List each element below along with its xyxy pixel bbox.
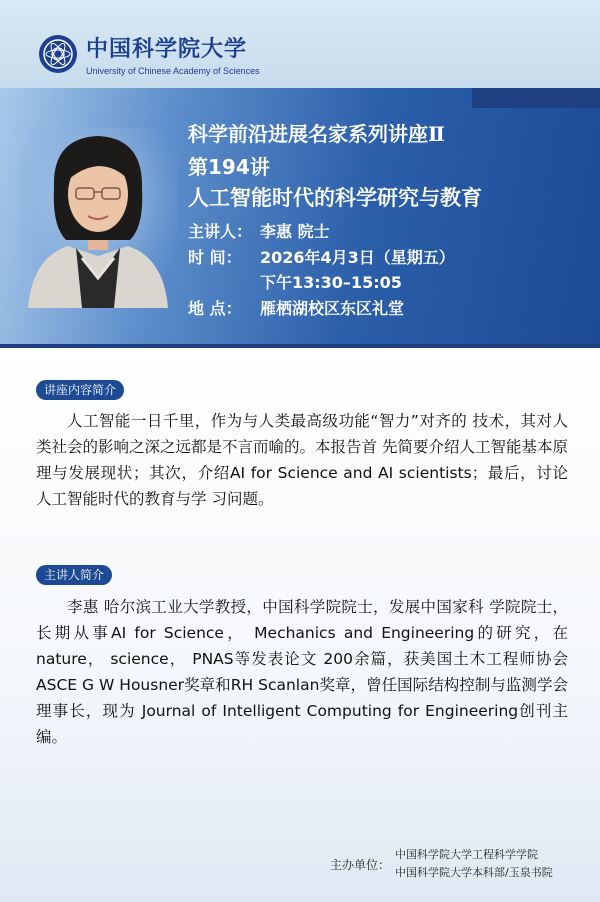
speaker-row <box>188 219 330 242</box>
bio-line: 李惠 哈尔滨工业大学教授，中国科学院院士，发展中国家科 <box>67 598 484 616</box>
bio-section-tag: 主讲人简介 <box>36 565 112 585</box>
host-org-2: 中国科学院大学本科部/玉泉书院 <box>395 866 553 879</box>
lecture-title: 人工智能时代的科学研究与教育 <box>188 186 482 210</box>
host-label: 主办单位： <box>330 858 391 872</box>
bio-paragraph <box>36 594 568 750</box>
bio-line: 200余篇，获美国土木工程师协会 ASCE G W Housner奖章和RH <box>36 650 568 694</box>
place-label: 地 点： <box>188 299 242 318</box>
place-row <box>188 296 404 319</box>
university-name-en: University of Chinese Academy of Sciences <box>86 66 260 76</box>
time-label: 时 间： <box>188 248 242 267</box>
abstract-line: 先简要介绍人工智能基本原理与发展现状；其次，介绍AI for <box>36 438 568 482</box>
abstract-section-tag: 讲座内容简介 <box>36 380 124 400</box>
lecture-number: 第194讲 <box>188 155 270 179</box>
time-row <box>188 245 455 268</box>
bio-line: Journal of Intelligent Computing for Engineering创刊主编。 <box>36 702 568 746</box>
time-hours: 下午13:30–15:05 <box>260 273 402 292</box>
abstract-line: Science and AI scientists；最后，讨论人工智能时代的教育与学 <box>36 464 568 508</box>
abstract-line: 习问题。 <box>211 490 274 508</box>
abstract-paragraph <box>36 408 568 512</box>
lecture-series-title: 科学前沿进展名家系列讲座Ⅱ <box>188 122 445 146</box>
speaker-label: 主讲人： <box>188 222 253 241</box>
abstract-line: 技术，其对人类社会的影响之深之远都是不言而喻的。本报告首 <box>36 412 568 456</box>
bio-line: Scanlan奖章，曾任国际结构控制与监测学会理事长，现为 <box>36 676 569 720</box>
speaker-name: 李惠 院士 <box>260 222 330 241</box>
time-date: 2026年4月3日（星期五） <box>260 248 455 267</box>
host-org-1: 中国科学院大学工程科学学院 <box>395 848 538 861</box>
ucas-emblem-icon <box>38 34 78 74</box>
abstract-line: 人工智能一日千里，作为与人类最高级功能“智力”对齐的 <box>67 412 468 430</box>
speaker-photo <box>18 128 178 308</box>
bio-line: Engineering的研究，在nature， science， PNAS等发表论文 <box>36 624 568 668</box>
university-name-cn: 中国科学院大学 <box>86 36 248 62</box>
bio-line: 学院院士，长期从事AI for Science， Mechanics and <box>36 598 568 642</box>
time-row-2 <box>260 270 402 293</box>
header-bar <box>0 0 600 88</box>
banner-corner-decoration <box>472 88 600 108</box>
place-name: 雁栖湖校区东区礼堂 <box>260 299 405 318</box>
